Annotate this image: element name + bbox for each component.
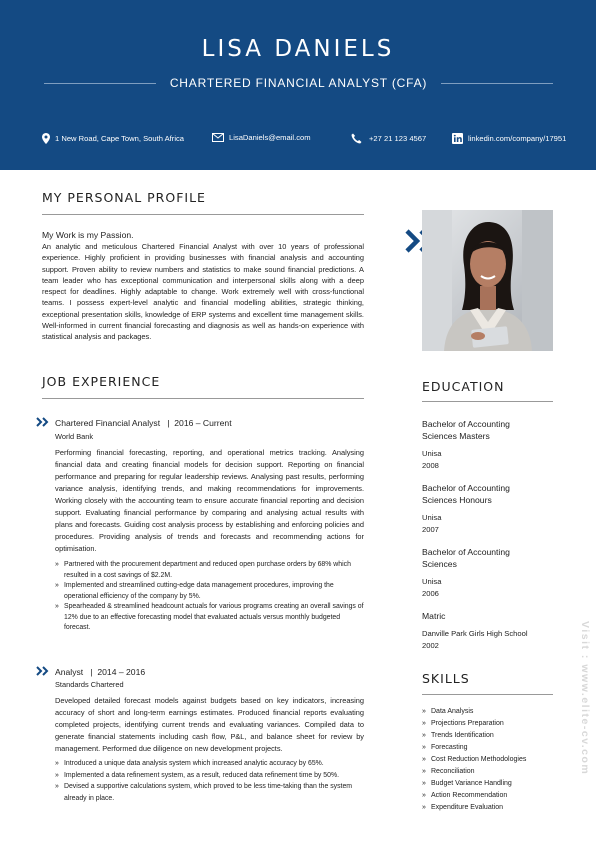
list-item: » Projections Preparation xyxy=(422,718,526,730)
profile-photo xyxy=(422,210,553,351)
contact-email[interactable] xyxy=(212,133,311,142)
job-company-2: Standards Chartered xyxy=(55,680,124,689)
school-name: Unisa xyxy=(422,513,442,522)
job-company-1: World Bank xyxy=(55,432,94,441)
graduation-year: 2002 xyxy=(422,641,439,650)
degree-name: Bachelor of Accounting Sciences xyxy=(422,547,510,569)
list-item: » Forecasting xyxy=(422,742,526,754)
list-item: » Introduced a unique data analysis system which increased analytic accuracy by 65%. xyxy=(55,758,364,770)
linkedin-icon xyxy=(452,133,463,144)
map-pin-icon xyxy=(42,133,50,144)
candidate-name: LISA DANIELS xyxy=(201,36,395,62)
double-chevron-icon xyxy=(36,666,49,678)
education-item-2 xyxy=(422,482,542,536)
graduation-year: 2007 xyxy=(422,525,439,534)
graduation-year: 2008 xyxy=(422,461,439,470)
degree-name: Bachelor of Accounting Sciences Honours xyxy=(422,483,510,505)
list-item: » Expenditure Evaluation xyxy=(422,802,526,814)
experience-rule xyxy=(42,398,364,399)
candidate-title: CHARTERED FINANCIAL ANALYST (CFA) xyxy=(169,76,428,90)
education-rule xyxy=(422,401,553,402)
list-item: » Budget Variance Handling xyxy=(422,778,526,790)
subtitle-rule-right xyxy=(441,83,553,84)
school-name: Unisa xyxy=(422,449,442,458)
email-text[interactable]: LisaDaniels@email.com xyxy=(229,133,311,142)
list-item: » Spearheaded & streamlined headcount actuals for various programs creating an overall savings of 12% due to an effective forecasting model that evaluated actuals versus monthly budgeted forecast. xyxy=(55,602,364,634)
education-item-3 xyxy=(422,546,542,600)
education-item-1 xyxy=(422,418,542,472)
linkedin-text[interactable]: linkedin.com/company/17951 xyxy=(468,134,567,143)
contact-linkedin[interactable] xyxy=(452,133,566,144)
degree-name: Matric xyxy=(422,611,446,621)
job-bullets-2 xyxy=(55,758,364,804)
list-item: » Action Recommendation xyxy=(422,790,526,802)
job-bullets-1 xyxy=(55,560,364,634)
list-item: » Implemented and streamlined cutting-edge data management procedures, improving the operational efficiency of the company by 5%. xyxy=(55,581,364,602)
list-item: » Data Analysis xyxy=(422,706,526,718)
job-description-2: Developed detailed forecast models against budgets based on key indicators, increasing accuracy of short and long-term earnings estimates. Produced financial reports evaluating completed projects, identifying current trends and evaluating variances. Compiled data to generate financial statements including cash flow, P&L, and balance sheet for review by management. Performed due diligence on new development projects. xyxy=(55,696,364,753)
phone-icon xyxy=(351,133,362,144)
profile-text: An analytic and meticulous Chartered Financial Analyst with over 10 years of professional experience. Highly proficient in providing businesses with financial analysis and accounting support. Proven ability to review numbers and statistics to make sound financial predictions. A team leader who has exceptional communication and interpersonal skills along with a deep respect for deadlines. Highly adaptable to change. Work extremely well with cross-functional teams. I possess expert-level analytic and financial modelling abilities, strategic thinking, exceptional presentation skills, knowledge of ERP systems and excellent time management skills. Well-informed in current financial forecasting and diagnosis as well as hands-on experience with statistical analysis and packages. xyxy=(42,242,364,342)
job-heading-2 xyxy=(36,666,145,678)
list-item: » Devised a supportive calculations system, which proved to be less time-taking than the system already in place. xyxy=(55,781,364,804)
double-chevron-icon xyxy=(36,417,49,429)
skills-list xyxy=(422,706,526,814)
contact-address xyxy=(42,133,184,144)
list-item: » Implemented a data refinement system, as a result, reduced data refinement time by 50%. xyxy=(55,770,364,782)
job-heading-1 xyxy=(36,417,232,429)
education-item-4 xyxy=(422,610,572,652)
list-item: » Reconciliation xyxy=(422,766,526,778)
list-item: » Partnered with the procurement department and reduced open purchase orders by 68% which resulted in a cost savings of $2.2M. xyxy=(55,560,364,581)
school-name: Unisa xyxy=(422,577,442,586)
profile-rule xyxy=(42,214,364,215)
list-item: » Cost Reduction Methodologies xyxy=(422,754,526,766)
contact-phone xyxy=(351,133,426,144)
profile-section xyxy=(42,229,364,343)
skills-rule xyxy=(422,694,553,695)
job-description-1: Performing financial forecasting, reporting, and operational metrics tracking. Analysing financial data and creating financial models for decision support. Reporting on financial performance and preparing for regular leadership reviews. Analysing past results, performing variance analysis, identifying trends, and making recommendations for improvements. Working closely with the accounting team to ensure accurate financial reporting and decision support. Evaluating financial performance by comparing and analysing actual results with plans and forecasts. Guiding cost analysis process by establishing and enforcing policies and procedures. Providing analysis of trends and forecasts and recommending actions for optimisation. xyxy=(55,448,364,553)
degree-name: Bachelor of Accounting Sciences Masters xyxy=(422,419,510,441)
education-heading: EDUCATION xyxy=(422,379,505,394)
header-banner xyxy=(0,0,596,170)
phone-text: +27 21 123 4567 xyxy=(369,134,427,143)
job-title-1: Chartered Financial Analyst | 2016 – Current xyxy=(55,418,232,428)
graduation-year: 2006 xyxy=(422,589,439,598)
address-text: 1 New Road, Cape Town, South Africa xyxy=(55,134,185,143)
watermark-text: Visit : www.elite-cv.com xyxy=(579,621,591,776)
envelope-icon xyxy=(212,133,224,142)
subtitle-rule-left xyxy=(44,83,156,84)
watermark xyxy=(578,622,592,792)
experience-heading: JOB EXPERIENCE xyxy=(42,374,161,389)
school-name: Danville Park Girls High School xyxy=(422,629,528,638)
skills-heading: SKILLS xyxy=(422,671,470,686)
profile-heading: MY PERSONAL PROFILE xyxy=(42,190,206,205)
profile-lead: My Work is my Passion. xyxy=(42,230,134,240)
list-item: » Trends Identification xyxy=(422,730,526,742)
job-title-2: Analyst | 2014 – 2016 xyxy=(55,667,146,677)
